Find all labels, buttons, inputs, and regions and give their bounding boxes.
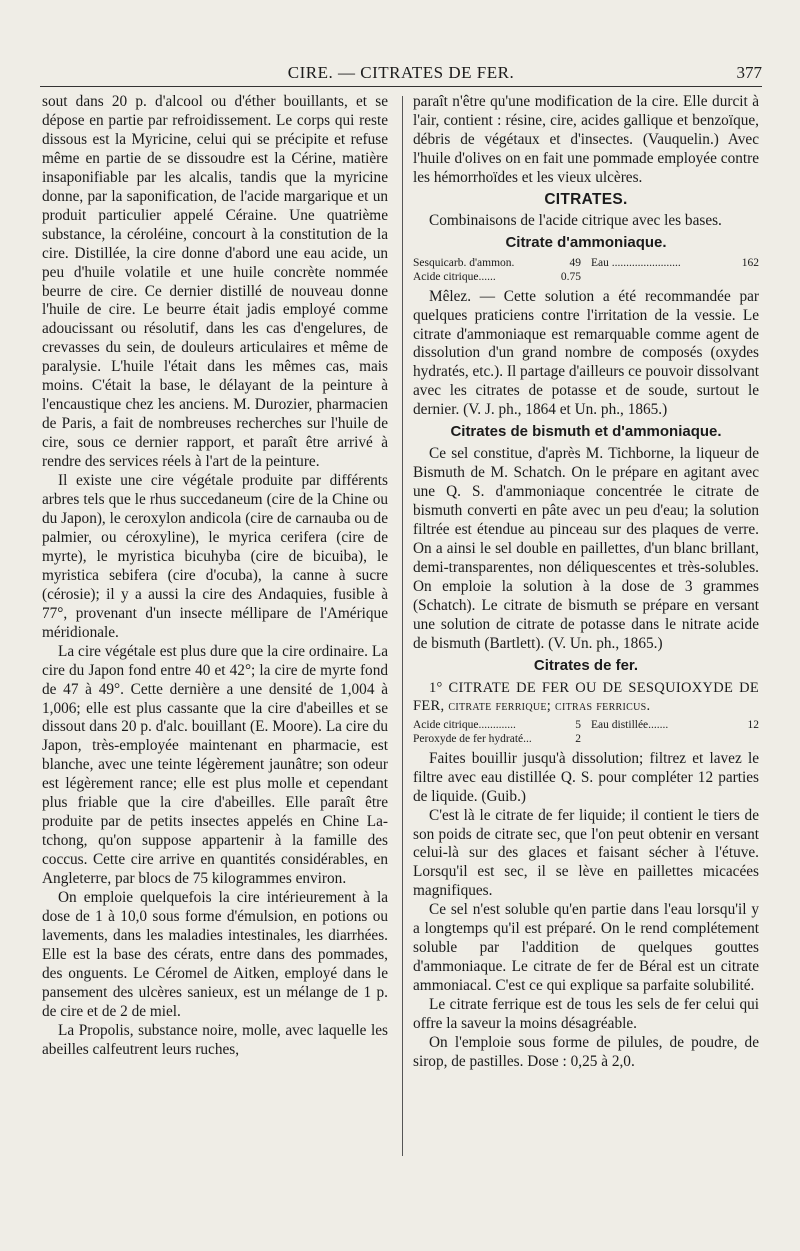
header-rule bbox=[40, 86, 762, 87]
formula-row: Eau distillée....... 12 bbox=[591, 718, 759, 731]
paragraph-propolis-cont: paraît n'être qu'une modification de la cire. Elle durcit à l'air, contient : résine, cire, acides gallique et benzoïque, débris de végétaux et d'insectes. (Vauquelin.) Avec l'huile d'olives on en fait une pommade employée contre les hémorrhoïdes et les vieux ulcères. bbox=[413, 93, 759, 186]
paragraph-melez: Mêlez. — Cette solution a été recommandée par quelques praticiens contre l'irritation de la vessie. Le citrate d'ammoniaque est remarquable comme agent de dissolution d'un grand nombre de composés (oxydes hydratés, etc.). Il partage d'ailleurs ce pouvoir dissolvant avec les citrates de potasse et de soude, surtout le dernier. (V. J. ph., 1864 et Un. ph., 1865.) bbox=[413, 287, 759, 419]
paragraph-cire-emploi: On emploie quelquefois la cire intérieurement à la dose de 1 à 10,0 sous forme d'émulsion, en potions ou lavements, dans les maladies intestinales, les diarrhées. Elle est la base des cérats, entre dans des pommades, des onguents. Le Céromel de Aitken, employé dans le pansement des ulcères sanieux, est un mélange de 1 p. de cire et de 2 de miel. bbox=[42, 889, 388, 1020]
formula-fer bbox=[413, 718, 759, 746]
heading-citrates: CITRATES. bbox=[544, 190, 628, 208]
subheading-citrate-ferrique: 1° CITRATE DE FER OU DE SESQUIOXYDE DE FER, citrate ferrique; citras ferricus. bbox=[413, 679, 759, 714]
heading-citrates-fer: Citrates de fer. bbox=[533, 656, 639, 674]
paragraph-cire-composition: sout dans 20 p. d'alcool ou d'éther bouillants, et se dépose en partie par refroidissement. Le corps qui reste dissous est la Myricine, celui qui se précipite et refuse même en partie de se dissoudre est la Cérine, matière insaponifiable par les alcalis, tandis que la myricine donne, par la saponification, de l'acide margarique et un produit particulier appelé Céraine. Une quatrième substance, la céroléine, concourt à la constitution de la cire. Distillée, la cire donne d'abord une eau acide, un peu d'huile volatile et une huile concrète nommée beurre de cire. Ce dernier distillé de nouveau donne l'huile de cire. Le beurre était jadis employé comme adoucissant ou résolutif, dans les cas d'engelures, de crevasses du sein, de douleurs articulaires et même de paralysie. L'huile l'était dans les mêmes cas, mais moins. C'était la base, le délayant de la peinture à l'encaustique chez les anciens. M. Durozier, pharmacien de Paris, a fait de nombreuses recherches sur l'huile de cire, sous ce dernier rapport, et paraît être arrivé à rendre des services réels à l'art de la peinture. bbox=[42, 93, 388, 471]
paragraph-saveur: Le citrate ferrique est de tous les sels de fer celui qui offre la saveur la moins désagréable. bbox=[413, 996, 759, 1033]
heading-citrate-ammoniaque: Citrate d'ammoniaque. bbox=[505, 233, 667, 251]
running-title: CIRE. — CITRATES DE FER. bbox=[287, 63, 515, 82]
paragraph-dose: On l'emploie sous forme de pilules, de poudre, de sirop, de pastilles. Dose : 0,25 à 2,0. bbox=[413, 1033, 759, 1070]
left-column bbox=[42, 93, 388, 1060]
paragraph-cire-vegetale: Il existe une cire végétale produite par différents arbres tels que le rhus succedaneum (cire de la Chine ou du Japon), le ceroxylon andicola (cire de carnauba ou de palmier, ou céroxyline), le myrica cerifera (cire de myrte), le myristica bicuhyba (cire de bicuiba), le myristica sebifera (cire d'ocuba), la canne à sucre (cérosie); il y a aussi la cire des Andaquies, fusible à 77°, provenant d'un insecte méllipare de l'Amérique méridionale. bbox=[42, 472, 388, 641]
paragraph-citrates-def: Combinaisons de l'acide citrique avec les bases. bbox=[429, 211, 722, 229]
formula-row: Acide citrique............. 5 bbox=[413, 718, 581, 731]
formula-row: Sesquicarb. d'ammon. 49 bbox=[413, 256, 581, 269]
formula-ammoniaque bbox=[413, 256, 759, 284]
formula-row: Eau ........................ 162 bbox=[591, 256, 759, 269]
paragraph-solubilite: Ce sel n'est soluble qu'en partie dans l'eau lorsqu'il y a longtemps qu'il est préparé. On le rend complétement soluble par l'addition de quelques gouttes d'ammoniaque. Le citrate de fer de Béral est un citrate ammoniacal. C'est ce qui explique sa parfaite solubilité. bbox=[413, 901, 759, 995]
column-divider bbox=[402, 96, 403, 1156]
paragraph-bismuth: Ce sel constitue, d'après M. Tichborne, la liqueur de Bismuth de M. Schatch. On le prépare en agitant avec une Q. S. d'ammoniaque concentrée le citrate de bismuth converti en pâte avec un peu d'eau; la solution filtrée est étendue au pinceau sur des plaques de verre. On a ainsi le sel double en paillettes, d'un blanc brillant, demi-transparentes, non déliquescentes et très-solubles. On emploie la solution à la dose de 3 grammes (Schatch). Le citrate de bismuth se prépare en versant une solution de citrate de potasse dans le nitrate acide de bismuth (Bartlett). (V. Un. ph., 1865.) bbox=[413, 445, 759, 652]
paragraph-cire-proprietes: La cire végétale est plus dure que la cire ordinaire. La cire du Japon fond entre 40 et 42°; la cire de myrte fond de 47 à 49°. Cette dernière a une densité de 1,004 à 1,006; elle est plus cassante que la cire d'abeilles et se dissout dans 20 p. d'alc. bouillant (E. Moore). La cire du Japon, très-employée maintenant en pharmacie, est blanche, avec une teinte légèrement jaunâtre; son odeur est légèrement rance; elle est plus molle et cependant plus friable que la cire d'abeilles. Elle paraît être produite par de petits insectes appelés en Chine La-tchong, qu'on suppose appartenir à la famille des coccus. Cette cire arrive en quantités considérables, en Angleterre, par blocs de 75 kilogrammes environ. bbox=[42, 642, 388, 888]
right-column bbox=[413, 93, 759, 1072]
paragraph-faites-bouillir: Faites bouillir jusqu'à dissolution; filtrez et lavez le filtre avec eau distillée Q. S. pour compléter 12 parties de liquide. (Guib.) bbox=[413, 749, 759, 805]
heading-citrates-bismuth: Citrates de bismuth et d'ammoniaque. bbox=[450, 423, 722, 441]
page-header bbox=[40, 58, 762, 88]
paragraph-citrate-liquide: C'est là le citrate de fer liquide; il contient le tiers de son poids de citrate sec, que l'on peut obtenir en versant celui-là sur des glaces et faisant sécher à l'étuve. Lorsqu'il est sec, il se lève en paillettes micacées magnifiques. bbox=[413, 806, 759, 900]
formula-row: Peroxyde de fer hydraté... 2 bbox=[413, 732, 581, 745]
formula-row: Acide citrique...... 0.75 bbox=[413, 270, 581, 283]
paragraph-propolis: La Propolis, substance noire, molle, avec laquelle les abeilles calfeutrent leurs ruches, bbox=[42, 1021, 388, 1058]
page-number: 377 bbox=[736, 63, 762, 82]
